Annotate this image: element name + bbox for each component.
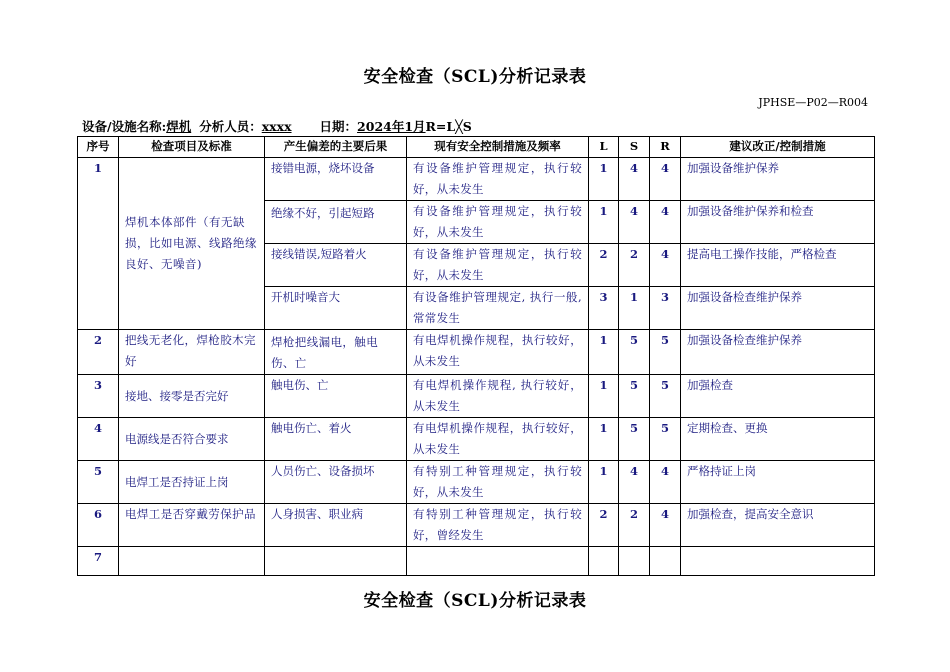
table-row [78,330,875,375]
score-r: 4 [650,201,681,244]
control-cell: 有设备维护管理规定，执行较好，从未发生 [407,244,589,287]
score-l: 2 [589,504,619,547]
page-title: 安全检查（SCL)分析记录表 [363,67,587,87]
score-s: 4 [619,201,650,244]
score-s: 2 [619,504,650,547]
check-item: 电焊工是否持证上岗 [119,461,265,504]
equipment-value: 焊机 [166,119,192,134]
score-r: 4 [650,158,681,201]
table-header-row [78,137,875,158]
suggestion-cell: 严格持证上岗 [681,461,875,504]
score-r: 5 [650,375,681,418]
score-s: 4 [619,158,650,201]
score-r: 3 [650,287,681,330]
hazard-cell: 开机时噪音大 [265,287,407,330]
suggestion-cell: 加强设备检查维护保养 [681,287,875,330]
score-s: 1 [619,287,650,330]
suggestion-cell: 加强检查 [681,375,875,418]
hazard-cell: 焊枪把线漏电，触电伤、亡 [265,330,407,375]
score-l: 1 [589,418,619,461]
info-line [82,117,472,135]
score-r: 4 [650,244,681,287]
row-number: 7 [78,547,119,576]
score-s: 4 [619,461,650,504]
header-hazard: 产生偏差的主要后果 [265,137,407,158]
row-number: 6 [78,504,119,547]
score-s [619,547,650,576]
control-cell: 有电焊机操作规程，执行较好，从未发生 [407,418,589,461]
score-l: 1 [589,330,619,375]
hazard-cell: 人身损害、职业病 [265,504,407,547]
check-item: 电源线是否符合要求 [119,418,265,461]
score-r: 4 [650,461,681,504]
row-number: 1 [78,158,119,330]
score-r: 5 [650,418,681,461]
row-number: 4 [78,418,119,461]
score-r [650,547,681,576]
table-row [78,461,875,504]
header-no: 序号 [78,137,119,158]
hazard-cell: 触电伤亡、着火 [265,418,407,461]
table-row [78,375,875,418]
equipment-label: 设备/设施名称: [82,119,167,134]
row-number: 5 [78,461,119,504]
suggestion-cell: 加强设备维护保养 [681,158,875,201]
check-item [119,547,265,576]
header-suggest: 建议改正/控制措施 [681,137,875,158]
scl-table [77,136,875,576]
score-s: 2 [619,244,650,287]
suggestion-cell: 加强设备维护保养和检查 [681,201,875,244]
document-code: JPHSE—P02—R004 [758,96,868,109]
score-l: 1 [589,461,619,504]
control-cell: 有电焊机操作规程，执行较好，从未发生 [407,330,589,375]
check-item: 接地、接零是否完好 [119,375,265,418]
control-cell: 有特别工种管理规定，执行较好，曾经发生 [407,504,589,547]
hazard-cell: 触电伤、亡 [265,375,407,418]
control-cell: 有设备维护管理规定, 执行一般,常常发生 [407,287,589,330]
control-cell: 有设备维护管理规定，执行较好，从未发生 [407,158,589,201]
score-l: 2 [589,244,619,287]
analyst-label: 分析人员： [199,119,262,134]
score-s: 5 [619,418,650,461]
hazard-cell: 接错电源，烧坏设备 [265,158,407,201]
table-row [78,547,875,576]
table-row [78,158,875,201]
check-item: 电焊工是否穿戴劳保护品 [119,504,265,547]
page-title-repeat: 安全检查（SCL)分析记录表 [363,591,587,611]
control-cell: 有电焊机操作规程, 执行较好，从未发生 [407,375,589,418]
control-cell: 有设备维护管理规定，执行较好，从未发生 [407,201,589,244]
control-cell [407,547,589,576]
date-value: 2024年1月 [357,119,426,134]
score-l: 3 [589,287,619,330]
score-r: 4 [650,504,681,547]
score-l [589,547,619,576]
control-cell: 有特别工种管理规定，执行较好，从未发生 [407,461,589,504]
score-r: 5 [650,330,681,375]
date-label: 日期： [319,119,358,134]
suggestion-cell: 加强设备检查维护保养 [681,330,875,375]
check-item: 焊机本体部件（有无缺损，比如电源、线路绝缘良好、无噪音) [119,158,265,330]
hazard-cell: 接线错误,短路着火 [265,244,407,287]
score-l: 1 [589,158,619,201]
header-s: S [619,137,650,158]
suggestion-cell: 加强检查，提高安全意识 [681,504,875,547]
score-s: 5 [619,330,650,375]
header-l: L [589,137,619,158]
risk-formula: R=L╳S [425,119,472,134]
score-l: 1 [589,201,619,244]
row-number: 3 [78,375,119,418]
hazard-cell: 人员伤亡、设备损坏 [265,461,407,504]
header-control: 现有安全控制措施及频率 [407,137,589,158]
analyst-value: xxxx [261,119,292,134]
score-l: 1 [589,375,619,418]
hazard-cell [265,547,407,576]
score-s: 5 [619,375,650,418]
table-row [78,504,875,547]
suggestion-cell: 提高电工操作技能，严格检查 [681,244,875,287]
hazard-cell: 绝缘不好，引起短路 [265,201,407,244]
suggestion-cell [681,547,875,576]
suggestion-cell: 定期检查、更换 [681,418,875,461]
row-number: 2 [78,330,119,375]
check-item: 把线无老化，焊枪胶木完好 [119,330,265,375]
header-r: R [650,137,681,158]
table-row [78,418,875,461]
header-item: 检查项目及标准 [119,137,265,158]
